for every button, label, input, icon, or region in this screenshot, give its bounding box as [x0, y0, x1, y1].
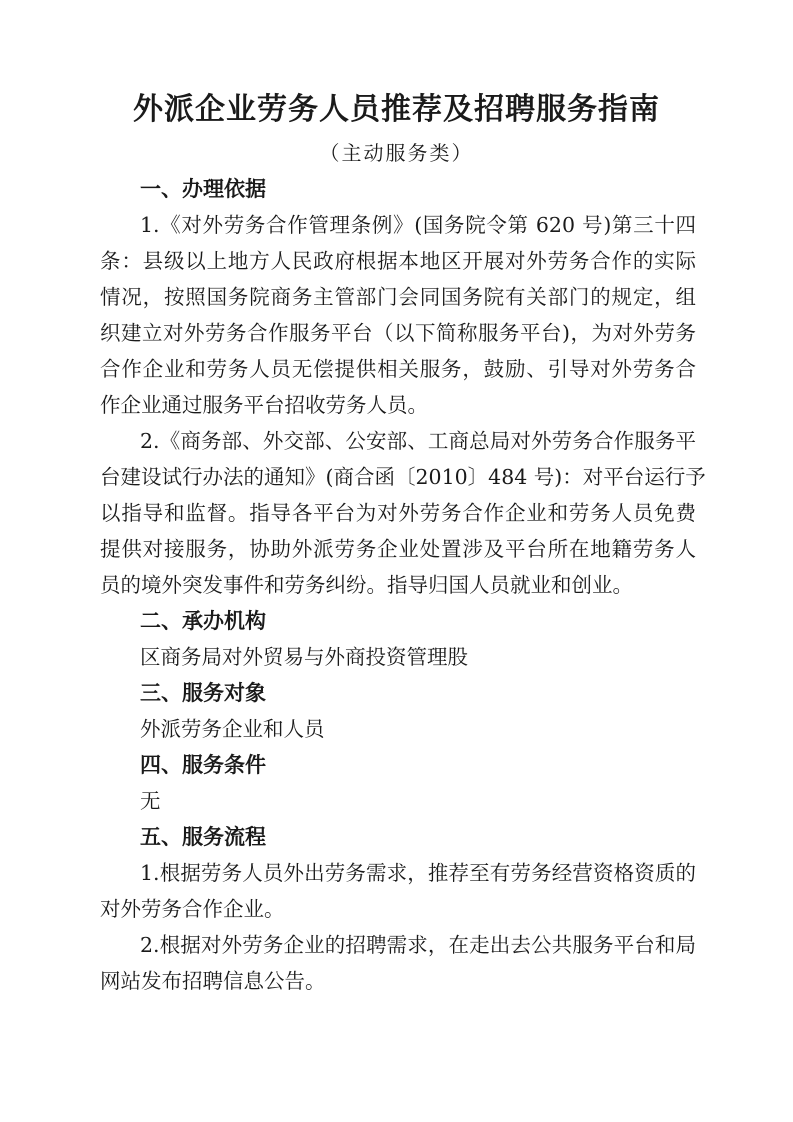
paragraph-line: 网站发布招聘信息公告。: [100, 969, 326, 993]
paragraph-line: 作企业通过服务平台招收劳务人员。: [100, 393, 428, 417]
section-heading-conditions: 四、服务条件: [140, 753, 266, 777]
paragraph-line: 条：县级以上地方人民政府根据本地区开展对外劳务合作的实际: [100, 249, 696, 273]
document-title: 外派企业劳务人员推荐及招聘服务指南: [133, 92, 660, 127]
paragraph-line: 1.《对外劳务合作管理条例》(国务院令第 620 号)第三十四: [140, 213, 696, 237]
paragraph-line: 对外劳务合作企业。: [100, 897, 285, 921]
paragraph-line: 1.根据劳务人员外出劳务需求，推荐至有劳务经营资格资质的: [140, 861, 696, 885]
document-subtitle: （主动服务类）: [319, 141, 474, 165]
paragraph-line: 2.《商务部、外交部、公安部、工商总局对外劳务合作服务平: [140, 429, 696, 453]
paragraph-line: 区商务局对外贸易与外商投资管理股: [140, 645, 468, 669]
section-heading-process: 五、服务流程: [140, 825, 266, 849]
paragraph-line: 合作企业和劳务人员无偿提供相关服务，鼓励、引导对外劳务合: [100, 357, 696, 381]
paragraph-line: 员的境外突发事件和劳务纠纷。指导归国人员就业和创业。: [100, 573, 633, 597]
paragraph-line: 情况，按照国务院商务主管部门会同国务院有关部门的规定，组: [100, 285, 696, 309]
section-heading-basis: 一、办理依据: [140, 177, 266, 201]
paragraph-line: 无: [140, 789, 161, 813]
section-heading-target: 三、服务对象: [140, 681, 266, 705]
paragraph-line: 2.根据对外劳务企业的招聘需求，在走出去公共服务平台和局: [140, 933, 696, 957]
paragraph-line: 外派劳务企业和人员: [140, 717, 325, 741]
paragraph-line: 以指导和监督。指导各平台为对外劳务合作企业和劳务人员免费: [100, 501, 696, 525]
paragraph-line: 提供对接服务，协助外派劳务企业处置涉及平台所在地籍劳务人: [100, 537, 696, 561]
section-heading-agency: 二、承办机构: [140, 609, 266, 633]
paragraph-line: 织建立对外劳务合作服务平台（以下简称服务平台)，为对外劳务: [100, 321, 696, 345]
paragraph-line: 台建设试行办法的通知》(商合函〔2010〕484 号)：对平台运行予: [100, 465, 706, 489]
